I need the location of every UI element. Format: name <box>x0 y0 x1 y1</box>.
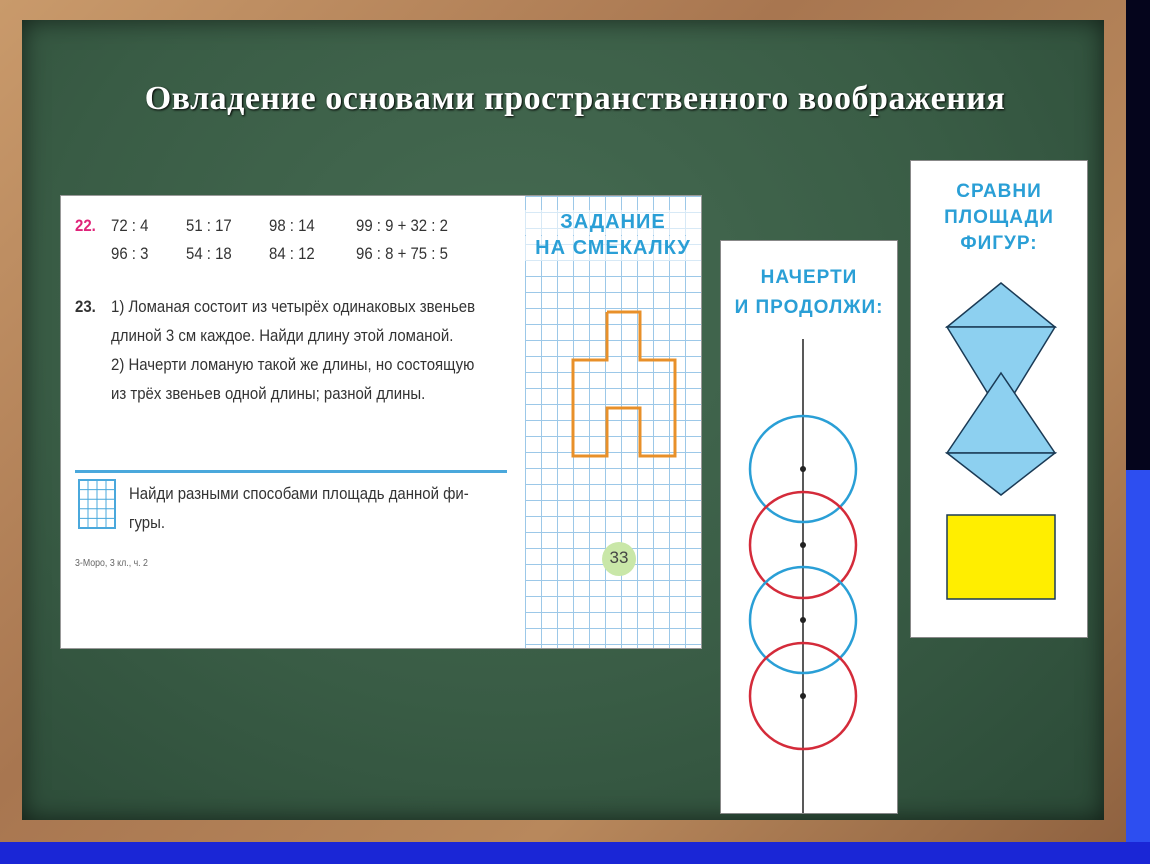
draw-and-continue-card <box>720 240 898 814</box>
task-22-expr: 72 : 4 <box>111 216 149 235</box>
task-23-number: 23. <box>75 297 96 316</box>
task-23-line: длиной 3 см каждое. Найди длину этой ломаной. <box>111 326 454 345</box>
textbook-page <box>60 195 702 649</box>
slide-title: Овладение основами пространственного воображения <box>144 80 1006 117</box>
task-22-expr: 51 : 17 <box>186 216 232 235</box>
task-22-number: 22. <box>75 216 96 235</box>
task-24-line: Найди разными способами площадь данной фи- <box>129 484 469 503</box>
triangles-figure <box>911 161 1087 637</box>
task-22-expr: 99 : 9 + 32 : 2 <box>356 216 448 235</box>
card-title-line: ПЛОЩАДИ <box>911 205 1087 230</box>
task-22-expr: 96 : 3 <box>111 244 149 263</box>
page-number: 33 <box>609 548 629 567</box>
section-divider <box>75 470 507 473</box>
orange-polyline-figure <box>525 196 701 648</box>
card-title-line: НАЧЕРТИ <box>721 265 897 290</box>
task-24-line: гуры. <box>129 513 165 532</box>
task-23-line: из трёх звеньев одной длины; разной длины. <box>111 384 426 403</box>
compare-areas-card <box>910 160 1088 638</box>
slide-edge-blue-bottom <box>0 842 1150 864</box>
task-23-line: 1) Ломаная состоит из четырёх одинаковых звеньев <box>111 297 476 316</box>
footnote: 3-Моро, 3 кл., ч. 2 <box>75 558 148 569</box>
puzzle-strip <box>525 196 701 648</box>
card-title-line: И ПРОДОЛЖИ: <box>721 295 897 320</box>
task-22-expr: 84 : 12 <box>269 244 315 263</box>
circles-chain-figure <box>721 241 897 813</box>
card-title-line: СРАВНИ <box>911 179 1087 204</box>
task-22-expr: 54 : 18 <box>186 244 232 263</box>
yellow-rectangle <box>947 515 1055 599</box>
task-22-expr: 96 : 8 + 75 : 5 <box>356 244 448 263</box>
slide-edge-dark <box>1126 0 1150 470</box>
task-23-line: 2) Начерти ломаную такой же длины, но состоящую <box>111 355 475 374</box>
slide-edge-blue-right <box>1126 470 1150 864</box>
strip-title-line: ЗАДАНИЕ <box>525 210 701 235</box>
strip-title-line: НА СМЕКАЛКУ <box>525 236 701 261</box>
task-22-expr: 98 : 14 <box>269 216 315 235</box>
card-title-line: ФИГУР: <box>911 231 1087 256</box>
grid-figure-icon <box>79 480 115 528</box>
